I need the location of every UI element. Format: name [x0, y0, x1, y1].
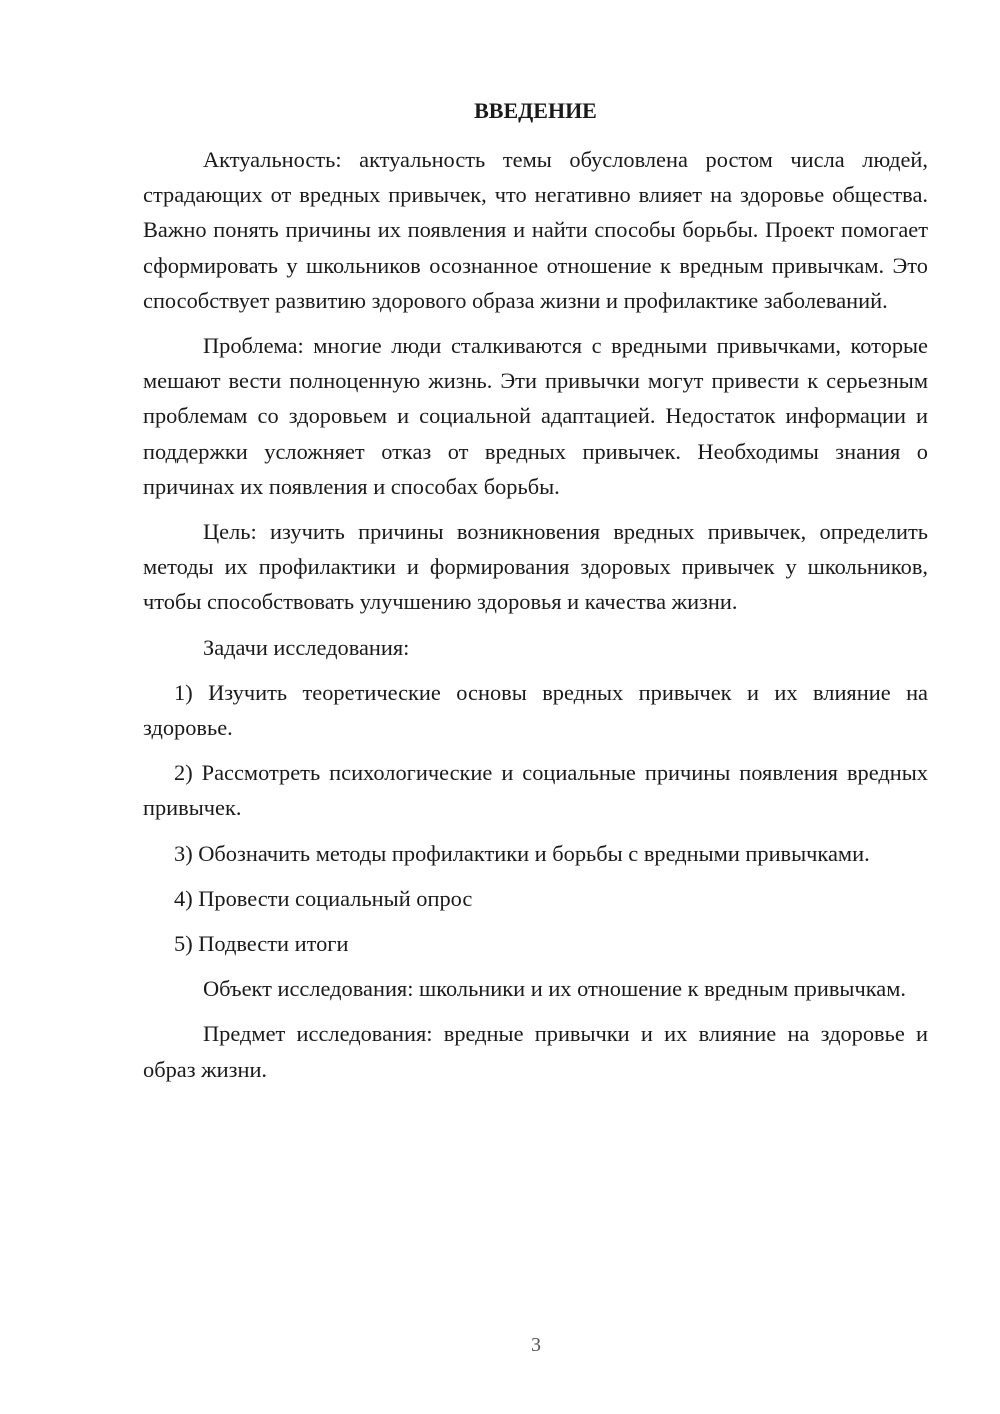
- task-item: 4) Провести социальный опрос: [174, 885, 473, 911]
- problem-paragraph: Проблема: многие люди сталкиваются с вредными привычками, которые мешают вести полноценную жизнь. Эти привычки могут привести к серьезным проблемам со здоровьем и социальной адаптацией. Недостаток информации и поддержки усложняет отказ от вредных привычек. Необходимы знания о причинах их появления и способах борьбы.: [143, 333, 928, 499]
- page-number: 3: [531, 1334, 541, 1356]
- goal-paragraph: Цель: изучить причины возникновения вредных привычек, определить методы их профилактики и формирования здоровых привычек у школьников, чтобы способствовать улучшению здоровья и качества жизни.: [143, 519, 928, 615]
- document-page: [143, 96, 928, 1097]
- tasks-heading: Задачи исследования:: [203, 634, 410, 660]
- task-item: 2) Рассмотреть психологические и социальные причины появления вредных привычек.: [143, 760, 928, 821]
- task-item: 5) Подвести итоги: [174, 931, 349, 957]
- page-title: ВВЕДЕНИЕ: [474, 98, 597, 123]
- task-item: 3) Обозначить методы профилактики и борьбы с вредными привычками.: [174, 840, 870, 866]
- relevance-paragraph: Актуальность: актуальность темы обусловлена ростом числа людей, страдающих от вредных привычек, что негативно влияет на здоровье общества. Важно понять причины их появления и найти способы борьбы. Проект помогает сформировать у школьников осознанное отношение к вредным привычкам. Это способствует развитию здорового образа жизни и профилактике заболеваний.: [143, 147, 928, 313]
- object-paragraph: Объект исследования: школьники и их отношение к вредным привычкам.: [203, 976, 906, 1002]
- task-item: 1) Изучить теоретические основы вредных привычек и их влияние на здоровье.: [143, 679, 928, 741]
- subject-paragraph: Предмет исследования: вредные привычки и их влияние на здоровье и образ жизни.: [143, 1021, 928, 1082]
